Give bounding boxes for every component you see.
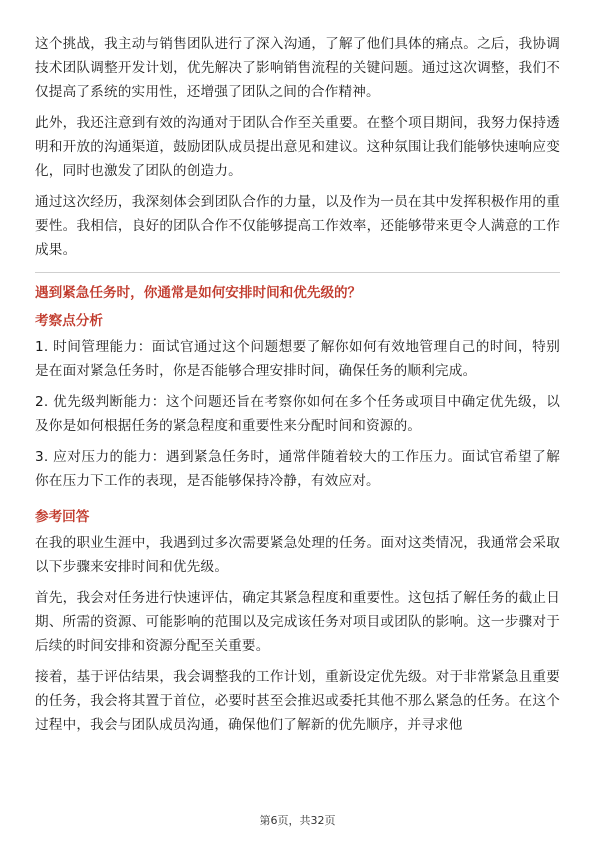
analysis-heading: 考察点分析 [35,313,103,329]
analysis-item: 1. 时间管理能力：面试官通过这个问题想要了解你如何有效地管理自己的时间，特别是在面对紧急任务时，你是否能够合理安排时间，确保任务的顺利完成。 [35,339,560,379]
answer-paragraph: 接着，基于评估结果，我会调整我的工作计划，重新设定优先级。对于非常紧急且重要的任务，我会将其置于首位，必要时甚至会推迟或委托其他不那么紧急的任务。在这个过程中，我会与团队成员沟通，确保他们了解新的优先顺序，并寻求他 [35,669,560,733]
interview-question: 遇到紧急任务时，你通常是如何安排时间和优先级的？ [35,285,362,301]
analysis-item: 2. 优先级判断能力：这个问题还旨在考察你如何在多个任务或项目中确定优先级，以及你是如何根据任务的紧急程度和重要性来分配时间和资源的。 [35,394,560,434]
answer-paragraph: 在我的职业生涯中，我遇到过多次需要紧急处理的任务。面对这类情况，我通常会采取以下步骤来安排时间和优先级。 [35,535,560,575]
answer-heading: 参考回答 [35,509,90,525]
analysis-item: 3. 应对压力的能力：遇到紧急任务时，通常伴随着较大的工作压力。面试官希望了解你在压力下工作的表现，是否能够保持冷静，有效应对。 [35,449,560,489]
section-divider [35,272,560,273]
page-content [35,32,560,744]
intro-paragraph: 通过这次经历，我深刻体会到团队合作的力量，以及作为一员在其中发挥积极作用的重要性。我相信，良好的团队合作不仅能够提高工作效率，还能够带来更令人满意的工作成果。 [35,194,560,258]
intro-paragraph: 此外，我还注意到有效的沟通对于团队合作至关重要。在整个项目期间，我努力保持透明和开放的沟通渠道，鼓励团队成员提出意见和建议。这种氛围让我们能够快速响应变化，同时也激发了团队的创造力。 [35,115,560,179]
answer-paragraph: 首先，我会对任务进行快速评估，确定其紧急程度和重要性。这包括了解任务的截止日期、所需的资源、可能影响的范围以及完成该任务对项目或团队的影响。这一步骤对于后续的时间安排和资源分配至关重要。 [35,590,560,654]
page-number: 第6页，共32页 [259,814,336,827]
intro-paragraph: 这个挑战，我主动与销售团队进行了深入沟通，了解了他们具体的痛点。之后，我协调技术团队调整开发计划，优先解决了影响销售流程的关键问题。通过这次调整，我们不仅提高了系统的实用性，还增强了团队之间的合作精神。 [35,36,560,100]
